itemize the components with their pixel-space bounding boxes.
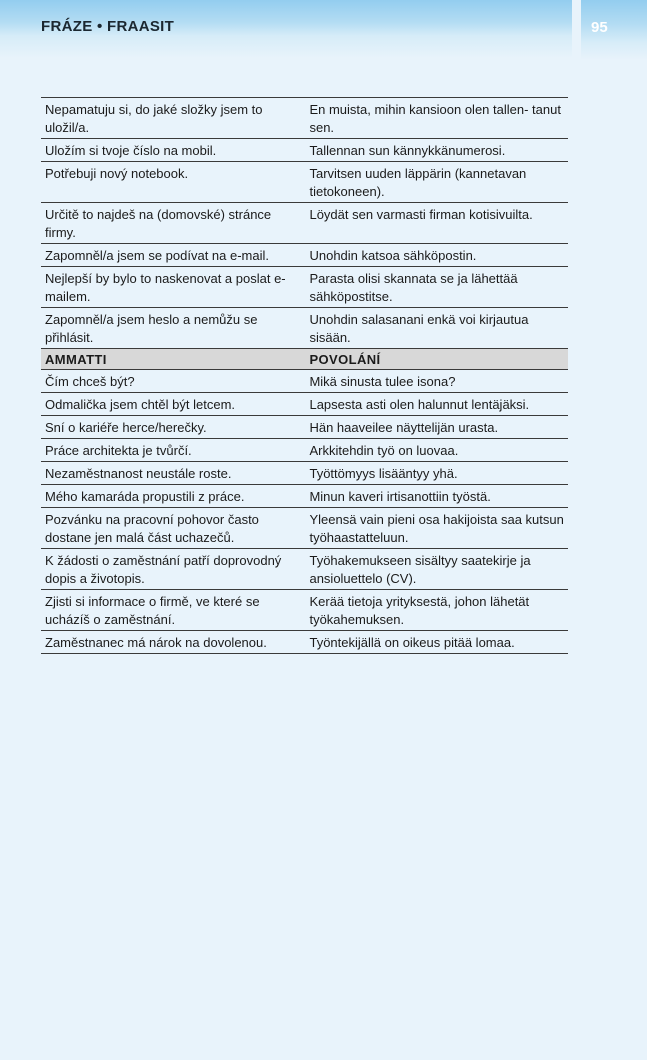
czech-phrase: Odmalička jsem chtěl být letcem. (41, 393, 304, 416)
table-row (41, 393, 568, 416)
czech-phrase: Zjisti si informace o firmě, ve které se ucházíš o zaměstnání. (41, 590, 304, 631)
finnish-phrase: Unohdin katsoa sähköpostin. (304, 244, 568, 267)
czech-phrase: Nejlepší by bylo to naskenovat a poslat e-mailem. (41, 267, 304, 308)
czech-phrase: Čím chceš být? (41, 370, 304, 393)
finnish-phrase: Mikä sinusta tulee isona? (304, 370, 568, 393)
finnish-phrase: Työhakemukseen sisältyy saatekirje ja ansioluettelo (CV). (304, 549, 568, 590)
finnish-phrase: Arkkitehdin työ on luovaa. (304, 439, 568, 462)
table-row (41, 590, 568, 631)
finnish-phrase: Tallennan sun kännykkänumerosi. (304, 139, 568, 162)
finnish-phrase: Unohdin salasanani enkä voi kirjautua sisään. (304, 308, 568, 349)
section-header-right: POVOLÁNÍ (304, 349, 568, 370)
section-header-left: AMMATTI (41, 349, 304, 370)
finnish-phrase: Työttömyys lisääntyy yhä. (304, 462, 568, 485)
finnish-phrase: En muista, mihin kansioon olen tallen- tanut sen. (304, 98, 568, 139)
table-row (41, 462, 568, 485)
table-row (41, 139, 568, 162)
table-row (41, 370, 568, 393)
table-row (41, 439, 568, 462)
page-title: FRÁZE • FRAASIT (41, 18, 175, 35)
czech-phrase: Uložím si tvoje číslo na mobil. (41, 139, 304, 162)
czech-phrase: Nezaměstnanost neustále roste. (41, 462, 304, 485)
finnish-phrase: Minun kaveri irtisanottiin työstä. (304, 485, 568, 508)
section-header-row (41, 349, 568, 370)
table-row (41, 162, 568, 203)
czech-phrase: Určitě to najdeš na (domovské) stránce firmy. (41, 203, 304, 244)
table-row (41, 244, 568, 267)
czech-phrase: Mého kamaráda propustili z práce. (41, 485, 304, 508)
phrase-table (41, 97, 568, 654)
finnish-phrase: Lapsesta asti olen halunnut lentäjäksi. (304, 393, 568, 416)
czech-phrase: K žádosti o zaměstnání patří doprovodný dopis a životopis. (41, 549, 304, 590)
finnish-phrase: Tarvitsen uuden läppärin (kannetavan tietokoneen). (304, 162, 568, 203)
finnish-phrase: Parasta olisi skannata se ja lähettää sähköpostitse. (304, 267, 568, 308)
page-number: 95 (591, 19, 608, 36)
czech-phrase: Pozvánku na pracovní pohovor často dostane jen malá část uchazečů. (41, 508, 304, 549)
finnish-phrase: Työntekijällä on oikeus pitää lomaa. (304, 631, 568, 654)
czech-phrase: Nepamatuju si, do jaké složky jsem to uložil/a. (41, 98, 304, 139)
finnish-phrase: Kerää tietoja yrityksestä, johon lähetät työkahemuksen. (304, 590, 568, 631)
finnish-phrase: Hän haaveilee näyttelijän urasta. (304, 416, 568, 439)
czech-phrase: Zaměstnanec má nárok na dovolenou. (41, 631, 304, 654)
czech-phrase: Potřebuji nový notebook. (41, 162, 304, 203)
table-row (41, 203, 568, 244)
czech-phrase: Sní o kariéře herce/herečky. (41, 416, 304, 439)
czech-phrase: Práce architekta je tvůrčí. (41, 439, 304, 462)
finnish-phrase: Yleensä vain pieni osa hakijoista saa kutsun työhaastatteluun. (304, 508, 568, 549)
table-row (41, 98, 568, 139)
czech-phrase: Zapomněl/a jsem heslo a nemůžu se přihlásit. (41, 308, 304, 349)
table-row (41, 308, 568, 349)
table-row (41, 267, 568, 308)
finnish-phrase: Löydät sen varmasti firman kotisivuilta. (304, 203, 568, 244)
table-row (41, 485, 568, 508)
table-row (41, 508, 568, 549)
table-row (41, 416, 568, 439)
czech-phrase: Zapomněl/a jsem se podívat na e-mail. (41, 244, 304, 267)
table-row (41, 549, 568, 590)
table-row (41, 631, 568, 654)
